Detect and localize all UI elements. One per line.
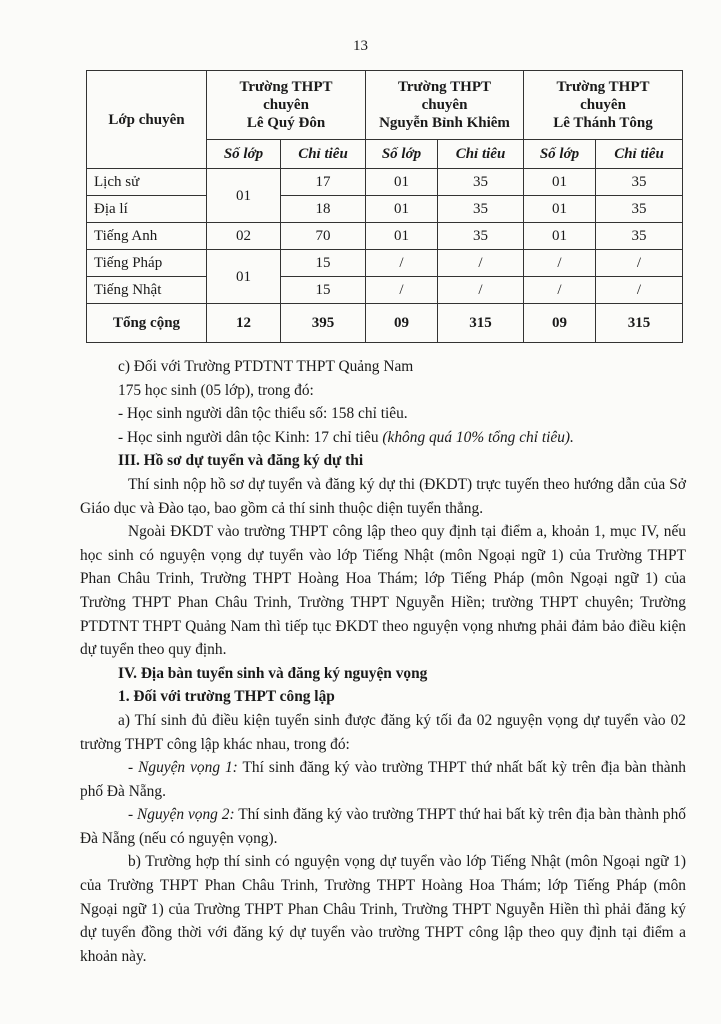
quota-cell: 15 (281, 277, 366, 304)
school-1-line3: Lê Quý Đôn (246, 115, 326, 131)
section-c-total: 175 học sinh (05 lớp), trong đó: (118, 381, 314, 399)
total-classes-cell: 09 (524, 304, 596, 343)
paragraph: Ngoài ĐKDT vào trường THPT công lập theo quy định tại điểm a, khoản 1, mục IV, nếu học sinh có nguyện vọng dự tuyển vào lớp Tiếng Nhật (môn Ngoại ngữ 1) của Trường THPT Phan Châu Trinh, Trường THPT Hoàng Hoa Thám; lớp Tiếng Pháp (môn Ngoại ngữ 1) của Trường THPT Phan Châu Trinh, Trường THPT Nguyễn Hiền; trường THPT chuyên; Trường PTDTNT THPT Quảng Nam thì tiếp tục ĐKDT theo nguyện vọng nhưng phải đảm bảo điều kiện dự tuyển theo quy định. (80, 523, 686, 659)
classes-cell: / (524, 250, 596, 277)
wish-1-prefix: - (128, 759, 139, 777)
total-classes-cell: 09 (366, 304, 438, 343)
school-2-line1: Trường THPT (397, 79, 492, 95)
section-c-item-note: (không quá 10% tổng chỉ tiêu). (382, 428, 574, 446)
table-row (87, 196, 683, 223)
quota-cell: 35 (438, 223, 524, 250)
wish-2-text: Thí sinh đăng ký vào trường THPT thứ hai bất kỳ trên địa bàn thành phố Đà Nẵng (nếu có nguyện vọng). (80, 806, 686, 847)
document-body (80, 355, 686, 968)
subheader-quota: Chỉ tiêu (596, 140, 683, 169)
quota-cell: / (596, 250, 683, 277)
section-c-item: - Học sinh người dân tộc thiểu số: 158 chỉ tiêu. (118, 405, 408, 423)
classes-cell: 01 (366, 196, 438, 223)
paragraph: Thí sinh nộp hồ sơ dự tuyển và đăng ký dự thi (ĐKDT) trực tuyến theo hướng dẫn của Sở Giáo dục và Đào tạo, bao gồm cả thí sinh thuộc diện tuyển thẳng. (80, 475, 686, 517)
quota-cell: / (596, 277, 683, 304)
section-c-item-text: - Học sinh người dân tộc Kinh: 17 chỉ tiêu (118, 428, 383, 446)
table-row (87, 169, 683, 196)
page-number: 13 (353, 38, 368, 54)
classes-cell: / (524, 277, 596, 304)
wish-2-prefix: - (128, 806, 138, 824)
quota-cell: 17 (281, 169, 366, 196)
subject-cell: Tiếng Nhật (87, 277, 207, 304)
header-specialized-class: Lớp chuyên (87, 71, 207, 169)
subject-cell: Địa lí (87, 196, 207, 223)
total-quota-cell: 315 (438, 304, 524, 343)
subject-cell: Tiếng Pháp (87, 250, 207, 277)
table-total-row (87, 304, 683, 343)
paragraph: a) Thí sinh đủ điều kiện tuyển sinh được đăng ký tối đa 02 nguyện vọng dự tuyển vào 02 trường THPT công lập khác nhau, trong đó: (80, 711, 686, 753)
school-1-line1: Trường THPT (239, 79, 333, 95)
total-quota-cell: 315 (596, 304, 683, 343)
subheader-quota: Chỉ tiêu (281, 140, 366, 169)
table-header-row (87, 71, 683, 140)
quota-cell: 15 (281, 250, 366, 277)
total-label: Tổng cộng (87, 304, 207, 343)
quota-cell: 35 (596, 223, 683, 250)
wish-1 (80, 756, 686, 803)
wish-1-text: Thí sinh đăng ký vào trường THPT thứ nhất bất kỳ trên địa bàn thành phố Đà Nẵng. (80, 759, 686, 800)
subheader-classes: Số lớp (366, 140, 438, 169)
header-school-le-thanh-tong (524, 71, 683, 140)
classes-cell: 01 (524, 169, 596, 196)
section-c-item (80, 426, 686, 450)
school-2-line3: Nguyễn Bỉnh Khiêm (379, 115, 510, 131)
table-row (87, 250, 683, 277)
classes-cell: 02 (207, 223, 281, 250)
school-3-line3: Lê Thánh Tông (553, 115, 653, 131)
school-3-line2: chuyên (580, 97, 626, 113)
subheader-quota: Chỉ tiêu (438, 140, 524, 169)
classes-cell: / (366, 250, 438, 277)
wish-1-label: Nguyện vọng 1: (138, 759, 238, 777)
classes-cell: 01 (207, 250, 281, 304)
section-3-title: III. Hồ sơ dự tuyển và đăng ký dự thi (118, 452, 364, 470)
quota-cell: / (438, 250, 524, 277)
classes-cell: 01 (207, 169, 281, 223)
subheader-classes: Số lớp (207, 140, 281, 169)
quota-cell: 35 (596, 169, 683, 196)
quota-cell: / (438, 277, 524, 304)
school-3-line1: Trường THPT (556, 79, 650, 95)
total-classes-cell: 12 (207, 304, 281, 343)
wish-2 (80, 803, 686, 850)
quota-cell: 18 (281, 196, 366, 223)
classes-cell: 01 (366, 169, 438, 196)
quota-cell: 70 (281, 223, 366, 250)
header-school-nguyen-binh-khiem (366, 71, 524, 140)
classes-cell: 01 (366, 223, 438, 250)
classes-cell: / (366, 277, 438, 304)
wish-2-label: Nguyện vọng 2: (137, 806, 235, 824)
section-4-title: IV. Địa bàn tuyển sinh và đăng ký nguyện vọng (118, 664, 428, 682)
section-c-heading: c) Đối với Trường PTDTNT THPT Quảng Nam (118, 358, 414, 375)
paragraph: b) Trường hợp thí sinh có nguyện vọng dự tuyển vào lớp Tiếng Nhật (môn Ngoại ngữ 1) của Trường THPT Phan Châu Trinh, Trường THPT Hoàng Hoa Thám; lớp Tiếng Pháp (môn Ngoại ngữ 1) của Trường THPT Phan Châu Trinh, Trường THPT Nguyễn Hiền thì phải đăng ký dự tuyển đồng thời với đăng ký dự tuyển vào trường THPT công lập theo quy định tại điểm a khoản này. (80, 853, 686, 965)
classes-cell: 01 (524, 196, 596, 223)
header-school-le-quy-don (207, 71, 366, 140)
quota-cell: 35 (438, 169, 524, 196)
subheader-classes: Số lớp (524, 140, 596, 169)
quota-cell: 35 (596, 196, 683, 223)
table-row (87, 277, 683, 304)
quota-table (86, 70, 683, 343)
subject-cell: Tiếng Anh (87, 223, 207, 250)
school-2-line2: chuyên (421, 97, 468, 113)
quota-cell: 35 (438, 196, 524, 223)
classes-cell: 01 (524, 223, 596, 250)
table-row (87, 223, 683, 250)
section-4-subtitle: 1. Đối với trường THPT công lập (118, 688, 335, 706)
school-1-line2: chuyên (263, 97, 309, 113)
total-quota-cell: 395 (281, 304, 366, 343)
subject-cell: Lịch sử (87, 169, 207, 196)
